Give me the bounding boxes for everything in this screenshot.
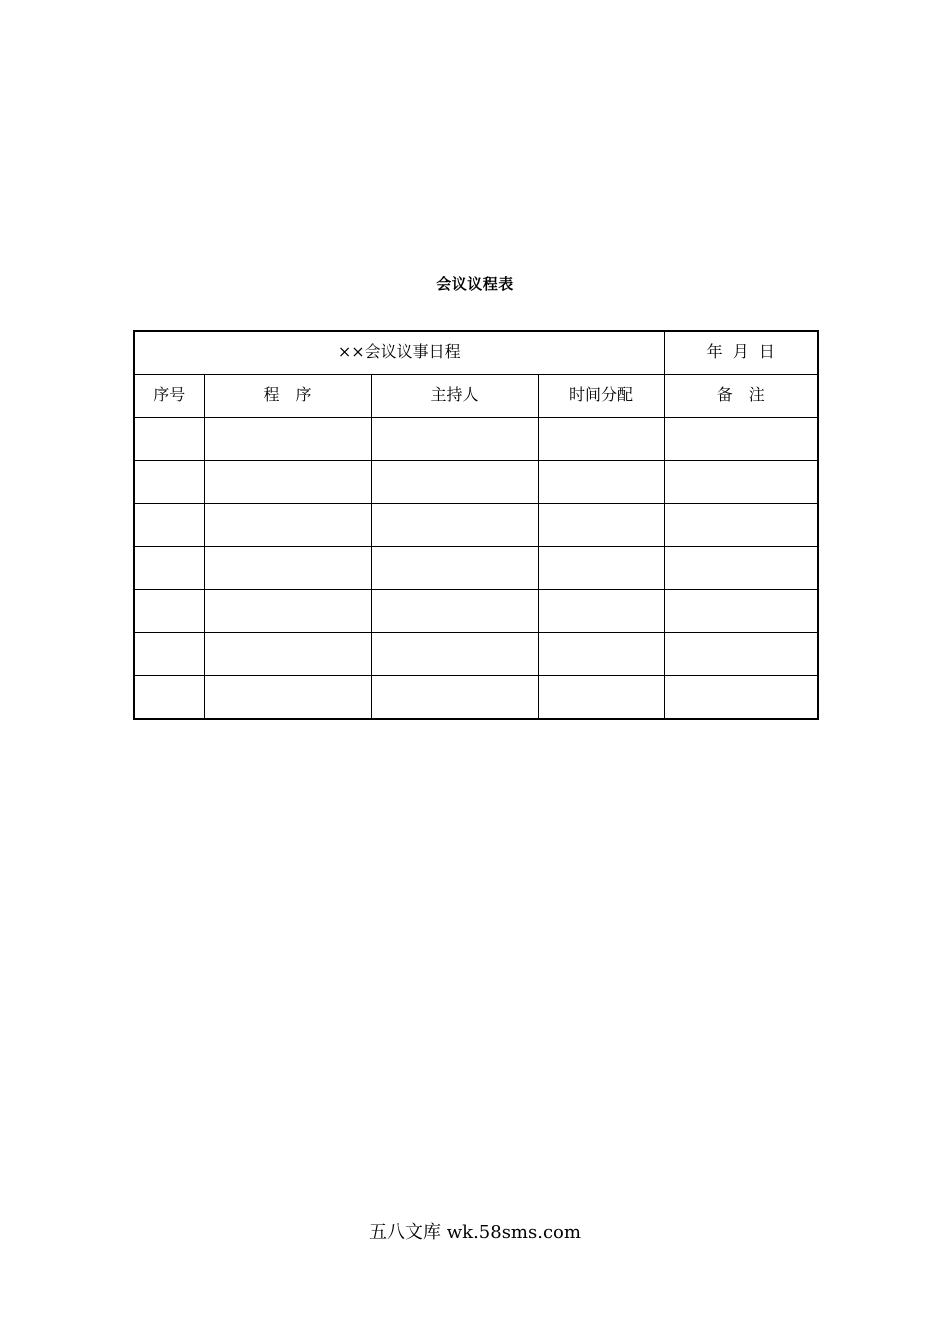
table-row <box>134 675 818 719</box>
table-cell <box>371 417 538 460</box>
table-cell <box>538 546 664 589</box>
page-title: 会议议程表 <box>436 275 514 293</box>
table-cell <box>664 503 818 546</box>
table-cell <box>538 503 664 546</box>
table-row <box>134 589 818 632</box>
table-header-row <box>134 374 818 417</box>
column-header-number: 序号 <box>134 374 204 417</box>
table-cell <box>204 546 371 589</box>
table-cell <box>538 460 664 503</box>
table-cell <box>204 632 371 675</box>
table-title-row <box>134 331 818 374</box>
table-cell <box>371 460 538 503</box>
table-cell <box>664 589 818 632</box>
table-cell <box>664 546 818 589</box>
table-cell <box>371 503 538 546</box>
table-cell <box>204 417 371 460</box>
table-cell <box>134 417 204 460</box>
table-cell <box>538 632 664 675</box>
table-row <box>134 460 818 503</box>
table-cell <box>204 503 371 546</box>
table-row <box>134 632 818 675</box>
table-cell <box>371 546 538 589</box>
table-cell <box>134 632 204 675</box>
table-row <box>134 546 818 589</box>
agenda-table <box>133 330 819 720</box>
table-row <box>134 417 818 460</box>
table-cell <box>204 460 371 503</box>
table-cell <box>371 675 538 719</box>
table-cell <box>204 589 371 632</box>
schedule-heading-cell: ××会议议事日程 <box>134 331 664 374</box>
table-cell <box>371 632 538 675</box>
column-header-remarks: 备 注 <box>664 374 818 417</box>
table-cell <box>664 460 818 503</box>
table-cell <box>134 546 204 589</box>
column-header-time-allocation: 时间分配 <box>538 374 664 417</box>
column-header-procedure: 程 序 <box>204 374 371 417</box>
table-cell <box>538 589 664 632</box>
table-cell <box>664 675 818 719</box>
date-cell: 年 月 日 <box>664 331 818 374</box>
table-row <box>134 503 818 546</box>
table-cell <box>134 589 204 632</box>
table-cell <box>134 460 204 503</box>
table-cell <box>538 417 664 460</box>
table-cell <box>538 675 664 719</box>
footer-watermark-text: 五八文库 wk.58sms.com <box>369 1222 581 1243</box>
column-header-host: 主持人 <box>371 374 538 417</box>
table-cell <box>664 632 818 675</box>
table-cell <box>134 503 204 546</box>
table-cell <box>664 417 818 460</box>
table-cell <box>371 589 538 632</box>
table-cell <box>204 675 371 719</box>
table-cell <box>134 675 204 719</box>
